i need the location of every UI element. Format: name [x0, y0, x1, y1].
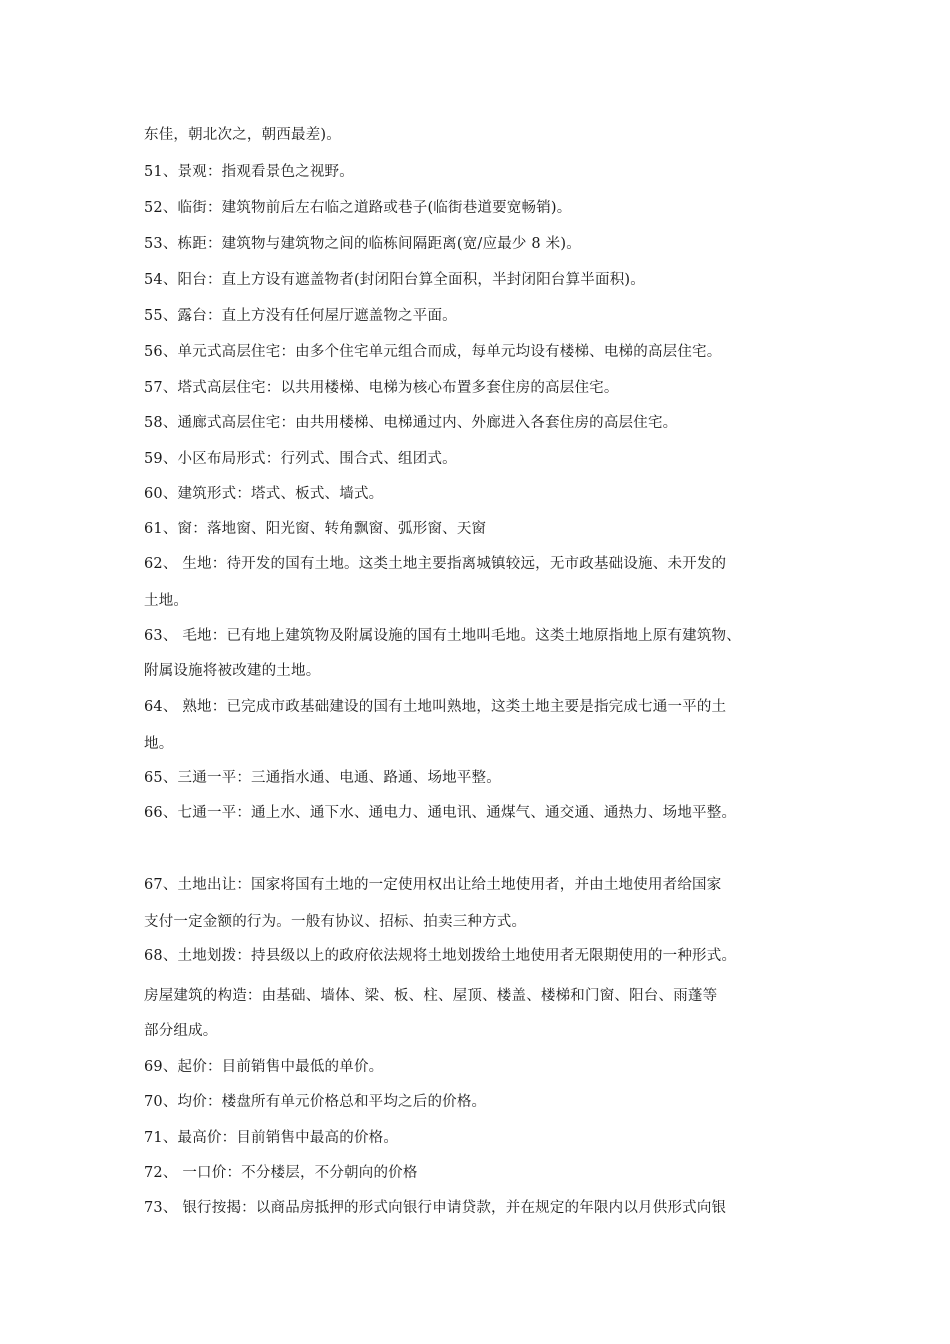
text-line: 67、土地出让：国家将国有土地的一定使用权出让给土地使用者，并由土地使用者给国家 — [144, 877, 722, 893]
text-line: 52、临街：建筑物前后左右临之道路或巷子(临街巷道要宽畅销)。 — [144, 200, 572, 216]
text-line: 53、栋距：建筑物与建筑物之间的临栋间隔距离(宽/应最少 8 米)。 — [144, 236, 581, 252]
text-line: 51、景观：指观看景色之视野。 — [144, 164, 354, 180]
text-line: 65、三通一平：三通指水通、电通、路通、场地平整。 — [144, 770, 501, 786]
text-line: 地。 — [144, 736, 174, 752]
text-line: 66、七通一平：通上水、通下水、通电力、通电讯、通煤气、通交通、通热力、场地平整。 — [144, 805, 737, 821]
text-line: 支付一定金额的行为。一般有协议、招标、拍卖三种方式。 — [144, 914, 527, 930]
text-line: 房屋建筑的构造：由基础、墙体、梁、板、柱、屋顶、楼盖、楼梯和门窗、阳台、雨蓬等 — [144, 988, 718, 1004]
text-line: 64、 熟地：已完成市政基础建设的国有土地叫熟地，这类土地主要是指完成七通一平的土 — [144, 699, 727, 715]
text-line: 62、 生地：待开发的国有土地。这类土地主要指离城镇较远，无市政基础设施、未开发的 — [144, 556, 727, 572]
text-line: 54、阳台：直上方设有遮盖物者(封闭阳台算全面积，半封闭阳台算半面积)。 — [144, 272, 645, 288]
text-line: 72、 一口价：不分楼层，不分朝向的价格 — [144, 1165, 418, 1181]
text-line: 土地。 — [144, 593, 189, 609]
text-line: 56、单元式高层住宅：由多个住宅单元组合而成，每单元均设有楼梯、电梯的高层住宅。 — [144, 344, 722, 360]
text-line: 58、通廊式高层住宅：由共用楼梯、电梯通过内、外廊进入各套住房的高层住宅。 — [144, 415, 678, 431]
text-line: 部分组成。 — [144, 1023, 218, 1039]
text-line: 68、土地划拨：持县级以上的政府依法规将土地划拨给土地使用者无限期使用的一种形式。 — [144, 948, 737, 964]
text-line: 69、起价：目前销售中最低的单价。 — [144, 1059, 384, 1075]
text-line: 71、最高价：目前销售中最高的价格。 — [144, 1130, 399, 1146]
text-line: 61、窗：落地窗、阳光窗、转角飘窗、弧形窗、天窗 — [144, 521, 487, 537]
text-line: 59、小区布局形式：行列式、围合式、组团式。 — [144, 451, 457, 467]
text-line: 63、 毛地：已有地上建筑物及附属设施的国有土地叫毛地。这类土地原指地上原有建筑物、 — [144, 628, 741, 644]
text-line: 附属设施将被改建的土地。 — [144, 663, 321, 679]
text-line: 70、均价：楼盘所有单元价格总和平均之后的价格。 — [144, 1094, 487, 1110]
text-line: 东佳，朝北次之，朝西最差)。 — [144, 127, 341, 143]
text-line: 60、建筑形式：塔式、板式、墙式。 — [144, 486, 384, 502]
text-line: 57、塔式高层住宅：以共用楼梯、电梯为核心布置多套住房的高层住宅。 — [144, 380, 619, 396]
text-line: 73、 银行按揭：以商品房抵押的形式向银行申请贷款，并在规定的年限内以月供形式向银 — [144, 1200, 727, 1216]
text-line: 55、露台：直上方没有任何屋厅遮盖物之平面。 — [144, 308, 457, 324]
